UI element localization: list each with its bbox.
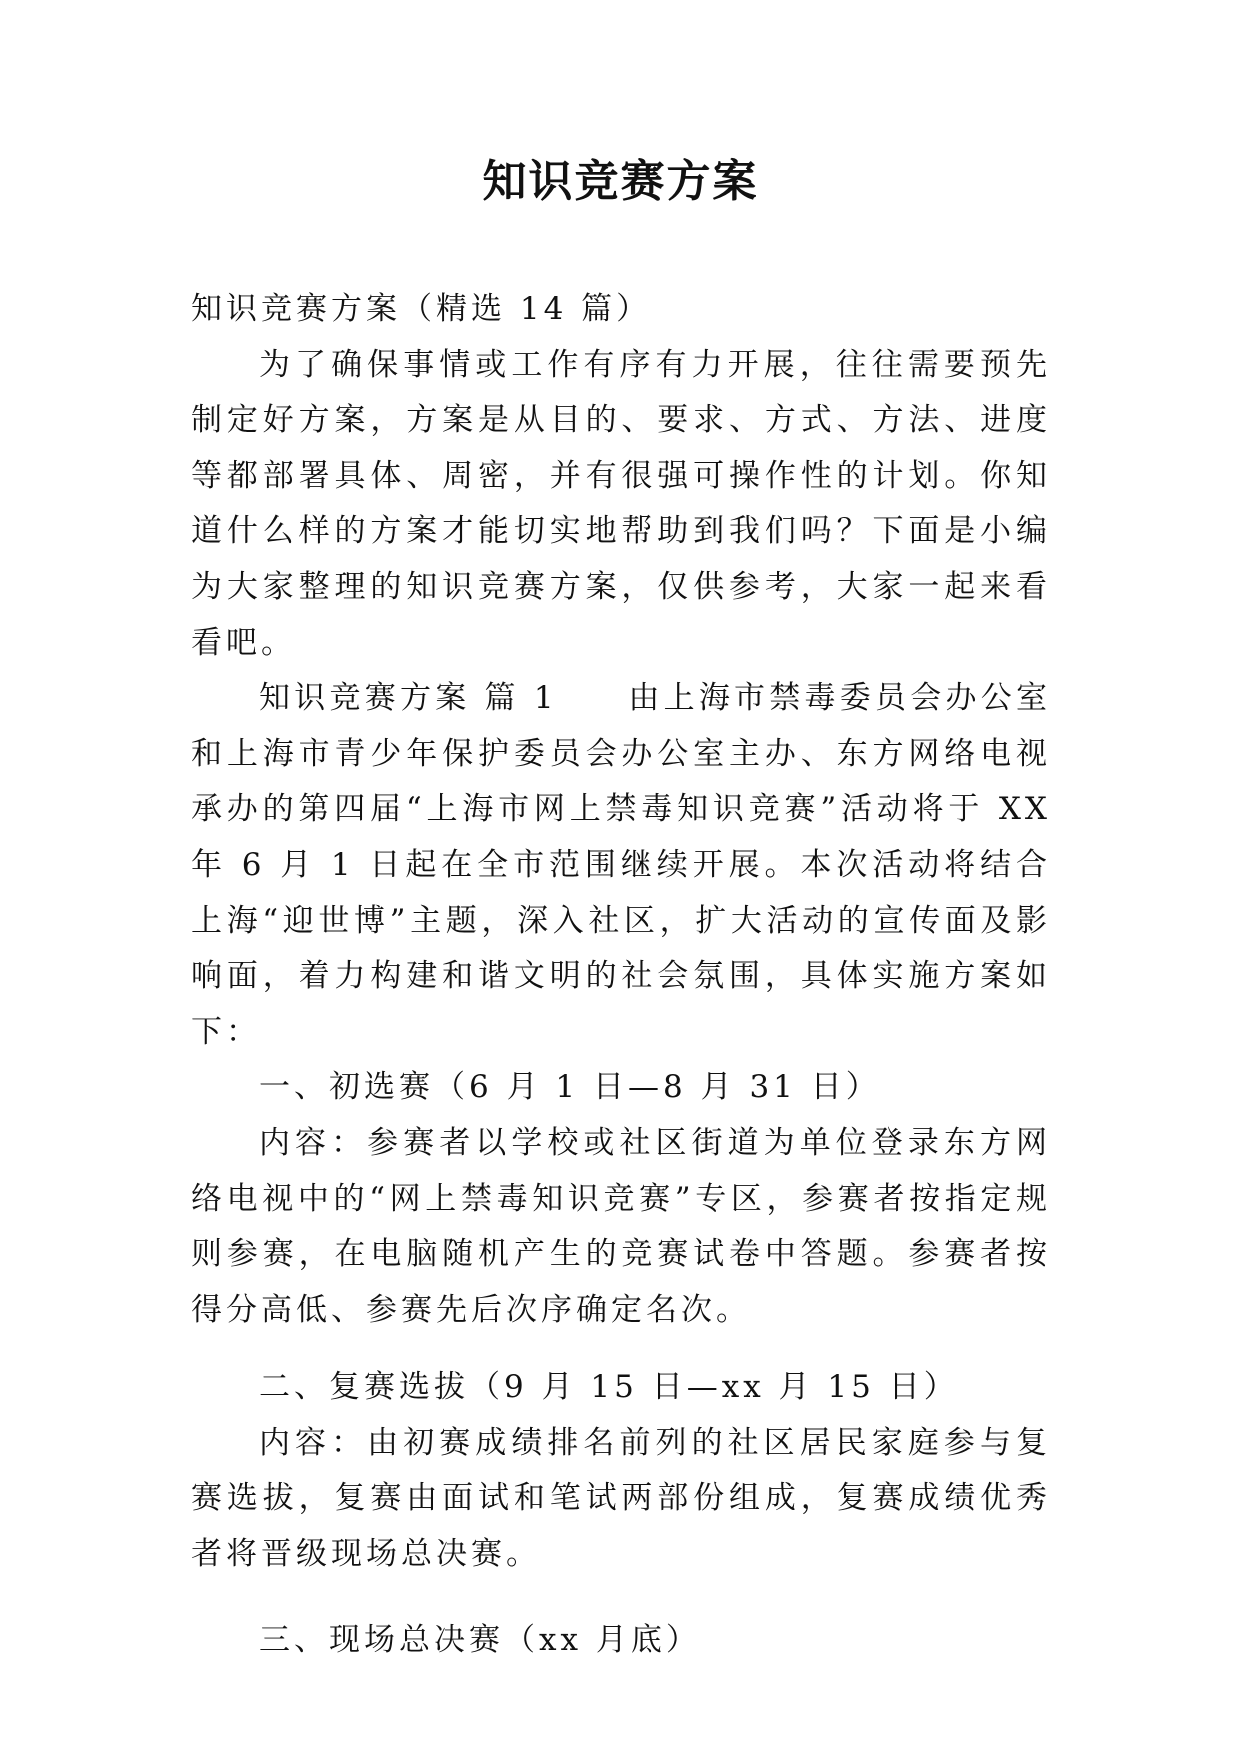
document-title: 知识竞赛方案 bbox=[482, 156, 759, 207]
subtitle-line: 知识竞赛方案（精选 14 篇） bbox=[191, 291, 652, 327]
heading-preliminary: 一、初选赛（6 月 1 日—8 月 31 日） bbox=[259, 1069, 881, 1106]
heading-final: 三、现场总决赛（xx 月底） bbox=[259, 1621, 701, 1658]
semifinal-content: 内容：由初赛成绩排名前列的社区居民家庭参与复赛选拔，复赛由面试和笔试两部份组成，复赛成绩优秀者将晋级现场总决赛。 bbox=[191, 1424, 1051, 1573]
section-1-paragraph: 知识竞赛方案 篇 1 由上海市禁毒委员会办公室和上海市青少年保护委员会办公室主办、东方网络电视承办的第四届“上海市网上禁毒知识竞赛”活动将于 XX 年 6 月 1 日起在全市范围继续开展。本次活动将结合上海“迎世博”主题，深入社区，扩大活动的宣传面及影响面，着力构建和谐文明的社会氛围，具体实施方案如下： bbox=[191, 680, 1051, 1050]
intro-paragraph: 为了确保事情或工作有序有力开展，往往需要预先制定好方案，方案是从目的、要求、方式、方法、进度等都部署具体、周密，并有很强可操作性的计划。你知道什么样的方案才能切实地帮助到我们吗？下面是小编为大家整理的知识竞赛方案，仅供参考，大家一起来看看吧。 bbox=[191, 346, 1051, 661]
document-body bbox=[191, 282, 1051, 1668]
preliminary-content: 内容：参赛者以学校或社区街道为单位登录东方网络电视中的“网上禁毒知识竞赛”专区，参赛者按指定规则参赛，在电脑随机产生的竞赛试卷中答题。参赛者按得分高低、参赛先后次序确定名次。 bbox=[191, 1124, 1051, 1328]
heading-semifinal: 二、复赛选拔（9 月 15 日—xx 月 15 日） bbox=[259, 1369, 959, 1406]
